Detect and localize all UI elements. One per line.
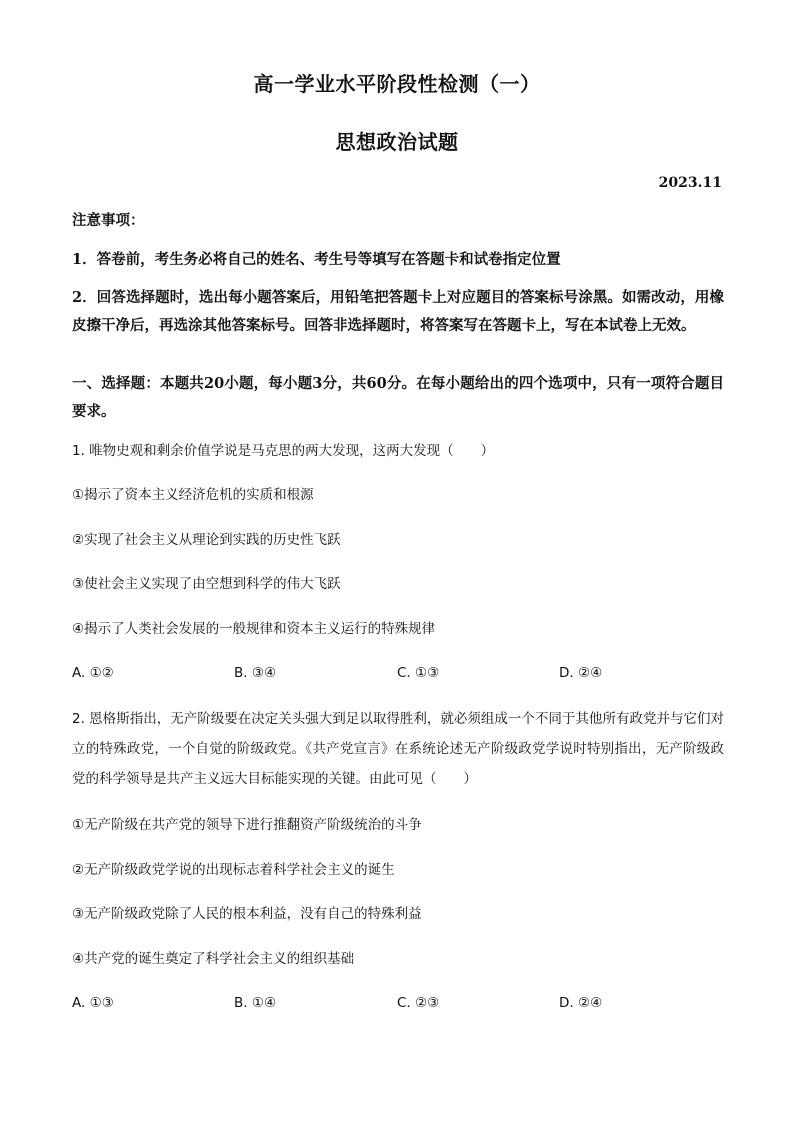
question-1-statement-1: ①揭示了资本主义经济危机的实质和根源 bbox=[72, 487, 314, 503]
question-1-statement-2: ②实现了社会主义从理论到实践的历史性飞跃 bbox=[72, 532, 341, 548]
question-2-stem: 2. 恩格斯指出，无产阶级要在决定关头强大到足以取得胜利，就必须组成一个不同于其他所有政党并与它们对立的特殊政党，一个自觉的阶级政党。《共产党宣言》在系统论述无产阶级政党学说时特别指出，无产阶级政党的科学领导是共产主义远大目标能实现的关键。由此可见（ ） bbox=[72, 711, 724, 787]
question-1-choice-b: B. ③④ bbox=[234, 665, 277, 681]
question-2-choice-c: C. ②③ bbox=[397, 995, 440, 1011]
question-2-choice-d: D. ②④ bbox=[559, 995, 603, 1011]
question-2-choices bbox=[72, 988, 724, 1018]
section-heading: 一、选择题：本题共20小题，每小题3分，共60分。在每小题给出的四个选项中，只有一项符合题目要求。 bbox=[72, 375, 724, 420]
question-2-statement-3: ③无产阶级政党除了人民的根本利益，没有自己的特殊利益 bbox=[72, 906, 422, 922]
notice-item-2: 2．回答选择题时，选出每小题答案后，用铅笔把答题卡上对应题目的答案标号涂黑。如需改动，用橡皮擦干净后，再选涂其他答案标号。回答非选择题时，将答案写在答题卡上，写在本试卷上无效。 bbox=[72, 289, 724, 334]
question-2-statement-2: ②无产阶级政党学说的出现标志着科学社会主义的诞生 bbox=[72, 862, 395, 878]
question-1-statement-4: ④揭示了人类社会发展的一般规律和资本主义运行的特殊规律 bbox=[72, 621, 436, 637]
question-1-choices bbox=[72, 658, 724, 688]
page-title: 高一学业水平阶段性检测（一） bbox=[253, 72, 541, 96]
notice-item-1: 1．答卷前，考生务必将自己的姓名、考生号等填写在答题卡和试卷指定位置 bbox=[72, 251, 561, 268]
exam-date: 2023.11 bbox=[658, 175, 722, 191]
question-1-statement-3: ③使社会主义实现了由空想到科学的伟大飞跃 bbox=[72, 576, 341, 592]
question-2-statement-4: ④共产党的诞生奠定了科学社会主义的组织基础 bbox=[72, 951, 355, 967]
question-2-statement-1: ①无产阶级在共产党的领导下进行推翻资产阶级统治的斗争 bbox=[72, 817, 422, 833]
question-1-choice-a: A. ①② bbox=[72, 665, 114, 681]
notice-heading: 注意事项： bbox=[72, 212, 145, 229]
question-2-choice-b: B. ①④ bbox=[234, 995, 277, 1011]
question-1-choice-c: C. ①③ bbox=[397, 665, 440, 681]
question-1-stem: 1. 唯物史观和剩余价值学说是马克思的两大发现，这两大发现（ ） bbox=[72, 443, 495, 459]
question-1-choice-d: D. ②④ bbox=[559, 665, 603, 681]
page-subtitle: 思想政治试题 bbox=[335, 130, 459, 154]
question-2-choice-a: A. ①③ bbox=[72, 995, 114, 1011]
